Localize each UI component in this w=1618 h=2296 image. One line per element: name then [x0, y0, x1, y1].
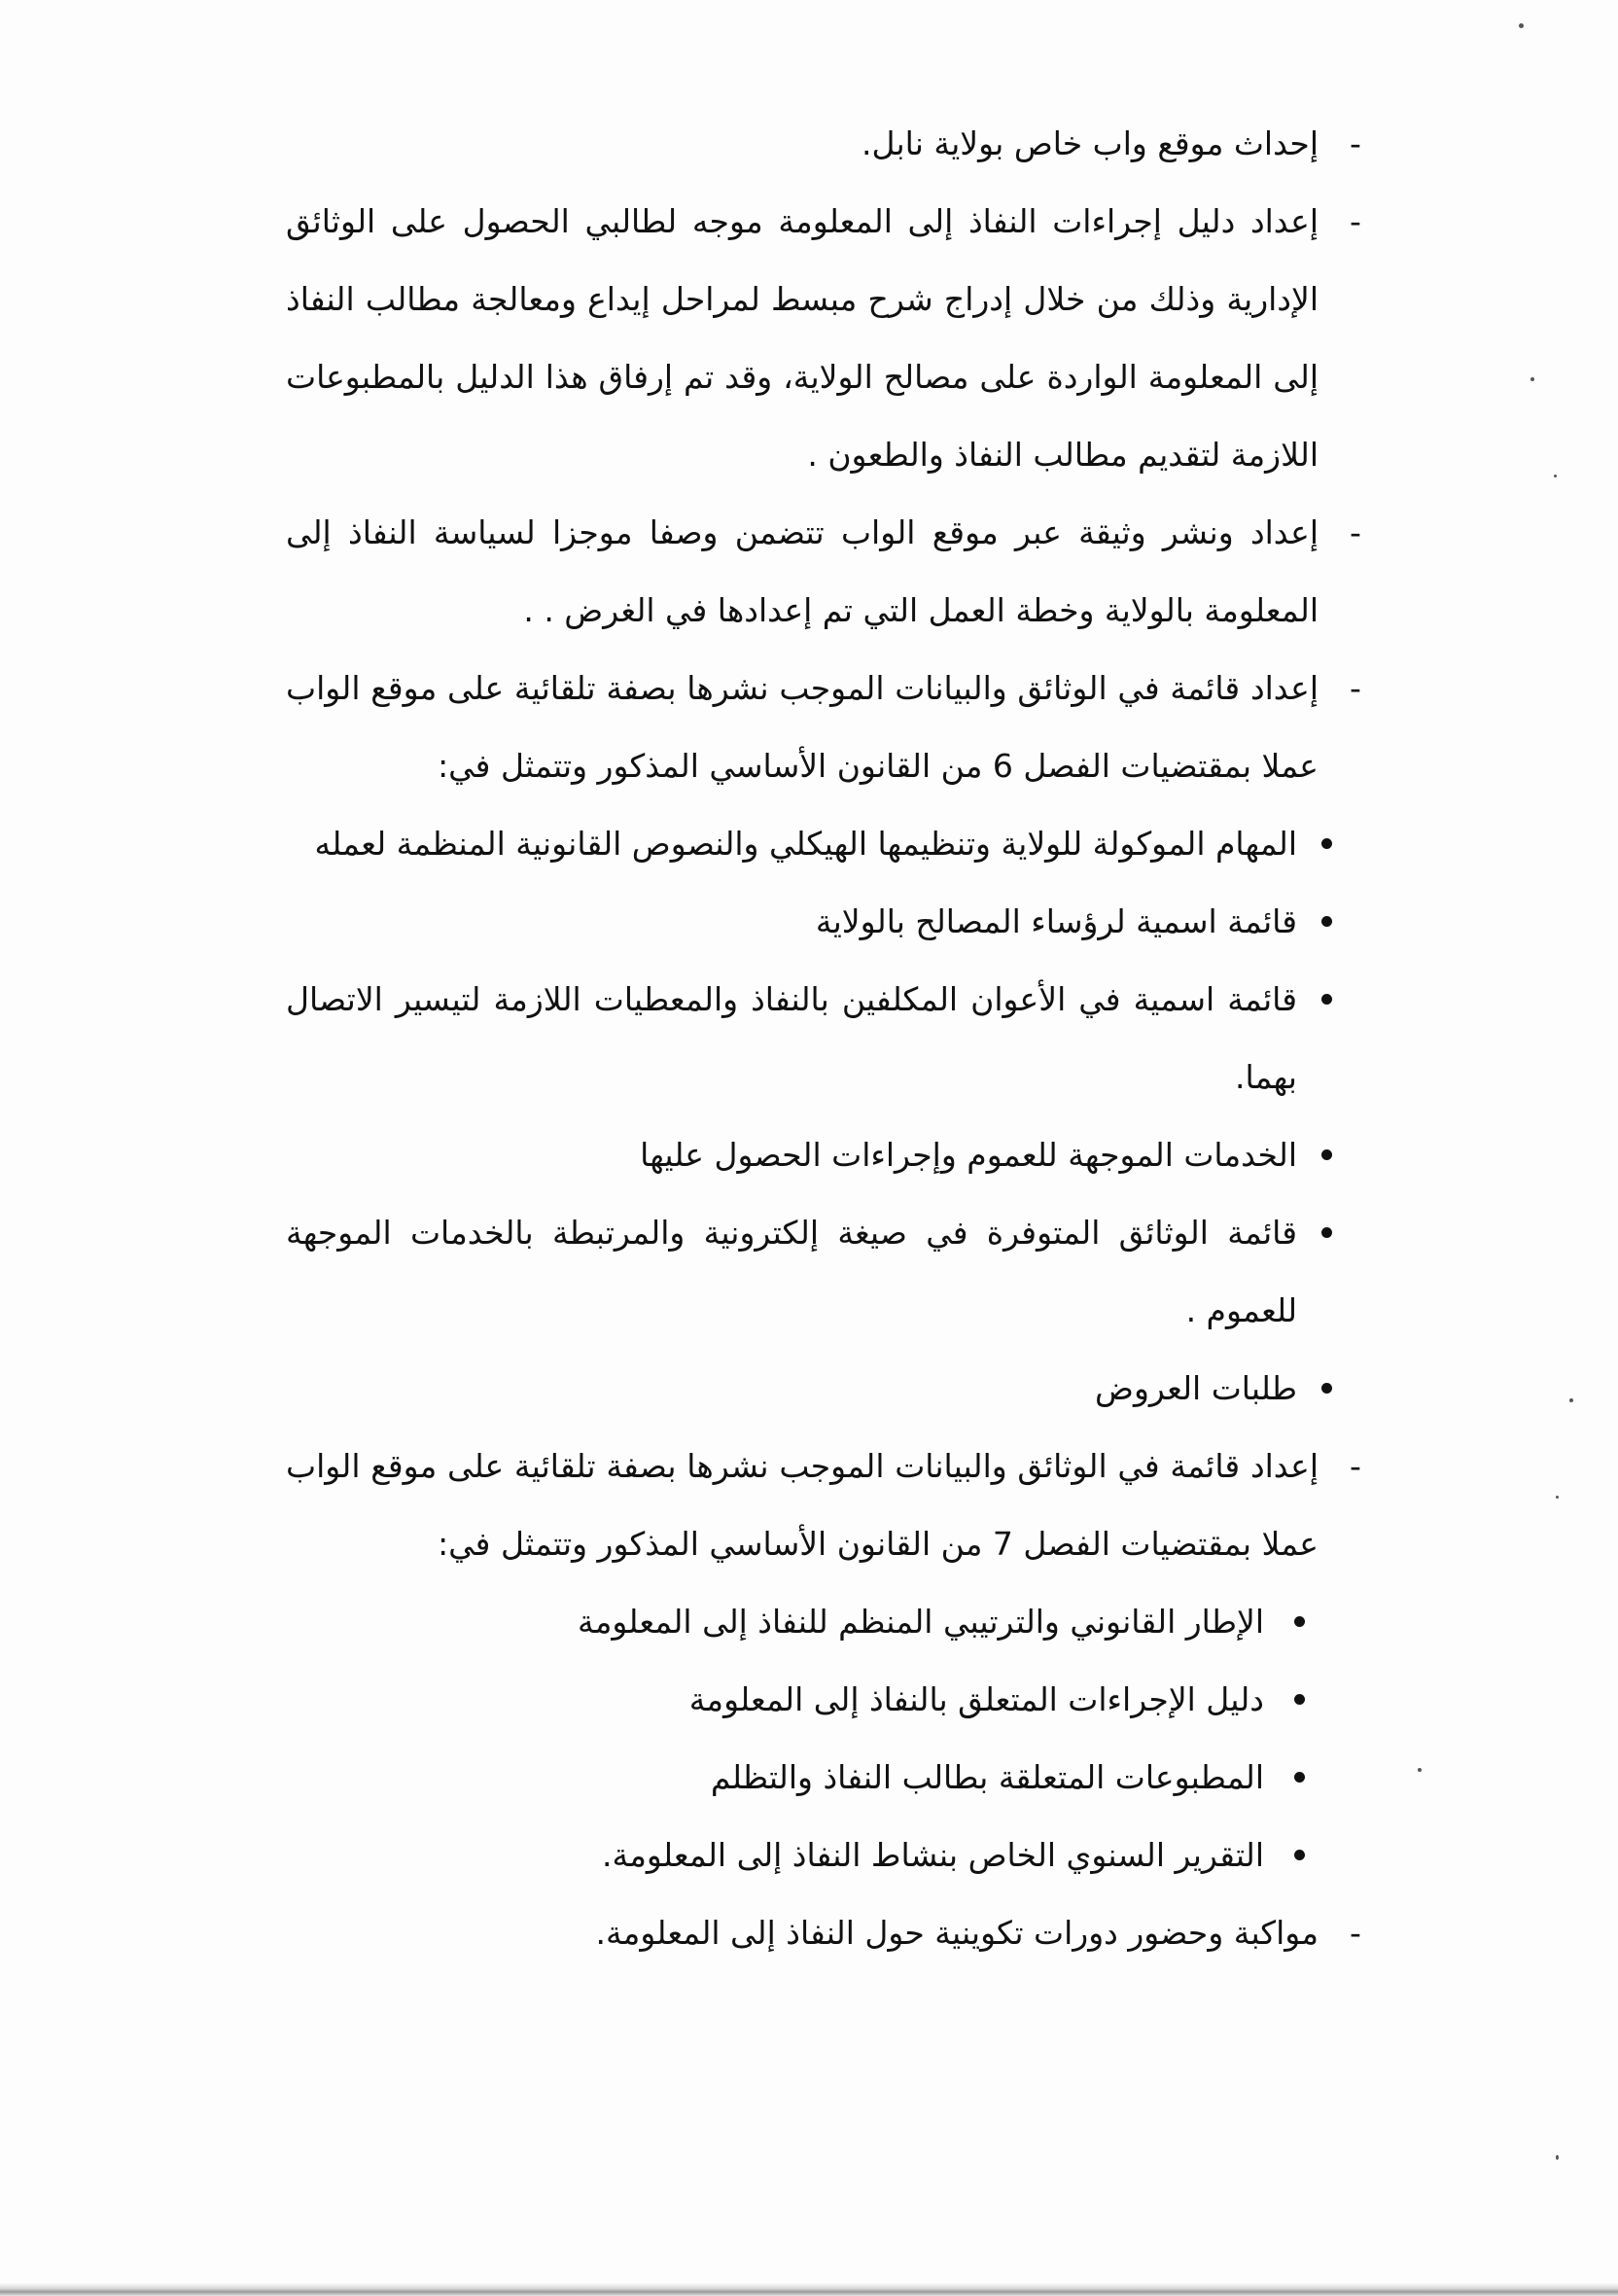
dash-marker: - [1350, 1447, 1361, 1485]
bullet-text: المهام الموكولة للولاية وتنظيمها الهيكلي والنصوص القانونية المنظمة لعمله [314, 825, 1297, 863]
bullet-text: التقرير السنوي الخاص بنشاط النفاذ إلى المعلومة. [602, 1836, 1264, 1874]
bullet-text: الخدمات الموجهة للعموم وإجراءات الحصول عليها [640, 1136, 1297, 1174]
list-item [286, 183, 1365, 494]
dash-marker: - [1350, 513, 1361, 551]
list-item [286, 650, 1365, 805]
page-bottom-edge [0, 2282, 1618, 2296]
list-item [286, 1428, 1365, 1583]
item-text: إعداد قائمة في الوثائق والبيانات الموجب نشرها بصفة تلقائية على موقع الواب عملا بمقتضيات الفصل 6 من القانون الأساسي المذكور وتتمثل في: [286, 669, 1319, 785]
bullet-dot-icon [1321, 1383, 1332, 1394]
bullet-dot-icon [1294, 1694, 1305, 1705]
bullet-item [286, 1583, 1365, 1661]
bullet-list [286, 1583, 1365, 1894]
bullet-item [286, 1817, 1365, 1894]
bullet-item [286, 1194, 1365, 1350]
bullet-item [286, 805, 1365, 883]
list-item [286, 494, 1365, 650]
item-text: مواكبة وحضور دورات تكوينية حول النفاذ إلى المعلومة. [595, 1914, 1319, 1952]
bullet-item [286, 1661, 1365, 1739]
bullet-item [286, 961, 1365, 1116]
bullet-text: دليل الإجراءات المتعلق بالنفاذ إلى المعلومة [688, 1680, 1264, 1718]
bullet-dot-icon [1321, 1149, 1332, 1160]
bullet-text: قائمة اسمية في الأعوان المكلفين بالنفاذ والمعطيات اللازمة لتيسير الاتصال بهما. [286, 980, 1297, 1096]
bullet-dot-icon [1294, 1616, 1305, 1627]
bullet-dot-icon [1321, 994, 1332, 1005]
dash-marker: - [1350, 124, 1361, 162]
bullet-list [286, 805, 1365, 1428]
bullet-item [286, 1116, 1365, 1194]
bullet-dot-icon [1321, 916, 1332, 927]
bullet-item [286, 1350, 1365, 1428]
list-item [286, 105, 1365, 183]
bullet-dot-icon [1321, 838, 1332, 849]
item-text: إعداد دليل إجراءات النفاذ إلى المعلومة موجه لطالبي الحصول على الوثائق الإدارية وذلك من خلال إدراج شرح مبسط لمراحل إيداع ومعالجة مطالب النفاذ إلى المعلومة الواردة على مصالح الولاية، وقد تم إرفاق هذا الدليل بالمطبوعات اللازمة لتقديم مطالب النفاذ والطعون . [286, 202, 1319, 474]
bullet-dot-icon [1321, 1227, 1332, 1238]
dash-marker: - [1350, 1914, 1361, 1952]
item-text: إحداث موقع واب خاص بولاية نابل. [862, 124, 1319, 162]
bullet-text: قائمة الوثائق المتوفرة في صيغة إلكترونية والمرتبطة بالخدمات الموجهة للعموم . [286, 1214, 1297, 1329]
bullet-text: قائمة اسمية لرؤساء المصالح بالولاية [815, 902, 1297, 940]
bullet-dot-icon [1294, 1772, 1305, 1783]
item-text: إعداد ونشر وثيقة عبر موقع الواب تتضمن وصفا موجزا لسياسة النفاذ إلى المعلومة بالولاية وخطة العمل التي تم إعدادها في الغرض . . [286, 513, 1319, 629]
list-item [286, 1894, 1365, 1972]
bullet-item [286, 883, 1365, 961]
bullet-dot-icon [1294, 1850, 1305, 1860]
bullet-item [286, 1739, 1365, 1817]
bullet-text: الإطار القانوني والترتيبي المنظم للنفاذ إلى المعلومة [578, 1603, 1264, 1641]
dash-marker: - [1350, 202, 1361, 240]
item-text: إعداد قائمة في الوثائق والبيانات الموجب نشرها بصفة تلقائية على موقع الواب عملا بمقتضيات الفصل 7 من القانون الأساسي المذكور وتتمثل في: [286, 1447, 1319, 1563]
dash-marker: - [1350, 669, 1361, 707]
bullet-text: المطبوعات المتعلقة بطالب النفاذ والتظلم [710, 1758, 1264, 1796]
document-body [286, 105, 1365, 1972]
bullet-text: طلبات العروض [1095, 1369, 1297, 1407]
